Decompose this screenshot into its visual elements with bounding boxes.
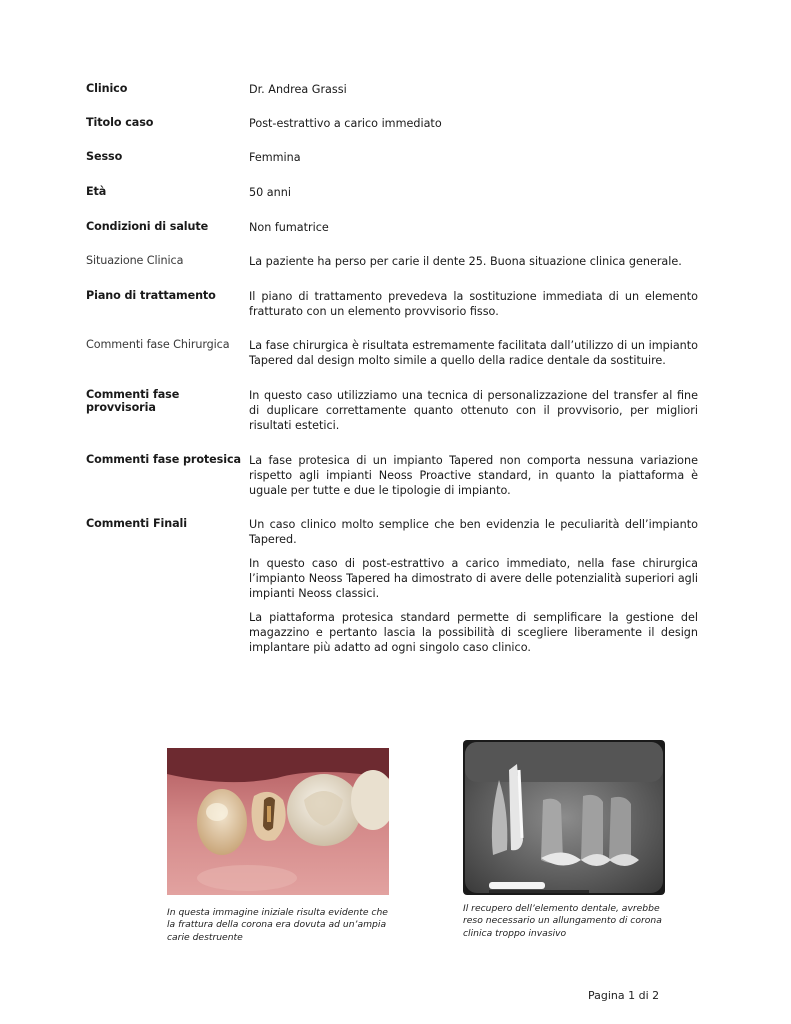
paragraph: In questo caso di post-estrattivo a carico immediato, nella fase chirurgica l’impianto Neoss Tapered ha dimostrato di avere delle potenzialità superiori agli impianti Neoss classici. xyxy=(249,557,698,600)
field-value: La paziente ha perso per carie il dente 25. Buona situazione clinica generale. xyxy=(249,255,682,268)
field-value: Il piano di trattamento prevedeva la sostituzione immediata di un elemento fratturato con un elemento provvisorio fisso. xyxy=(249,290,698,318)
field-label: Commenti fase provvisoria xyxy=(86,388,180,414)
field-value: La fase chirurgica è risultata estremamente facilitata dall’utilizzo di un impianto Tapered dal design molto simile a quello della radice dentale da sostituire. xyxy=(249,339,698,367)
field-label: Età xyxy=(86,185,107,198)
field-label: Commenti fase Chirurgica xyxy=(86,338,230,351)
field-label: Commenti Finali xyxy=(86,517,188,530)
field-value: Non fumatrice xyxy=(249,221,329,234)
field-value: In questo caso utilizziamo una tecnica di personalizzazione del transfer al fine di duplicare correttamente quanto ottenuto con il provvisorio, per migliori risultati estetici. xyxy=(249,389,698,432)
field-value: La fase protesica di un impianto Tapered non comporta nessuna variazione rispetto agli impianti Neoss Proactive standard, in quanto la piattaforma è uguale per tutte e due le tipologie di impianto. xyxy=(249,454,698,497)
field-value: 50 anni xyxy=(249,186,291,199)
field-label: Titolo caso xyxy=(86,116,154,129)
paragraph: La piattaforma protesica standard permette di semplificare la gestione del magazzino e pertanto lascia la possibilità di scegliere liberamente il design implantare più adatto ad ogni singolo caso clinico. xyxy=(249,611,698,654)
field-label: Commenti fase protesica xyxy=(86,453,241,466)
field-value: Femmina xyxy=(249,151,301,164)
paragraph: Un caso clinico molto semplice che ben evidenzia le peculiarità dell’impianto Tapered. xyxy=(249,518,698,546)
field-label: Piano di trattamento xyxy=(86,289,216,302)
radiograph-image xyxy=(463,740,665,895)
photo-caption: In questa immagine iniziale risulta evidente che la frattura della corona era dovuta ad un’ampia carie destruente xyxy=(167,907,388,943)
field-label: Situazione Clinica xyxy=(86,254,184,267)
field-label: Condizioni di salute xyxy=(86,220,209,233)
radiograph-caption: Il recupero dell’elemento dentale, avrebbe reso necessario un allungamento di corona clinica troppo invasivo xyxy=(463,903,662,939)
field-label: Sesso xyxy=(86,150,123,163)
field-label: Clinico xyxy=(86,82,128,95)
clinical-photo xyxy=(167,748,389,895)
page-number: Pagina 1 di 2 xyxy=(588,989,660,1002)
field-value: Dr. Andrea Grassi xyxy=(249,83,347,96)
field-value xyxy=(249,517,698,664)
field-value: Post-estrattivo a carico immediato xyxy=(249,117,442,130)
